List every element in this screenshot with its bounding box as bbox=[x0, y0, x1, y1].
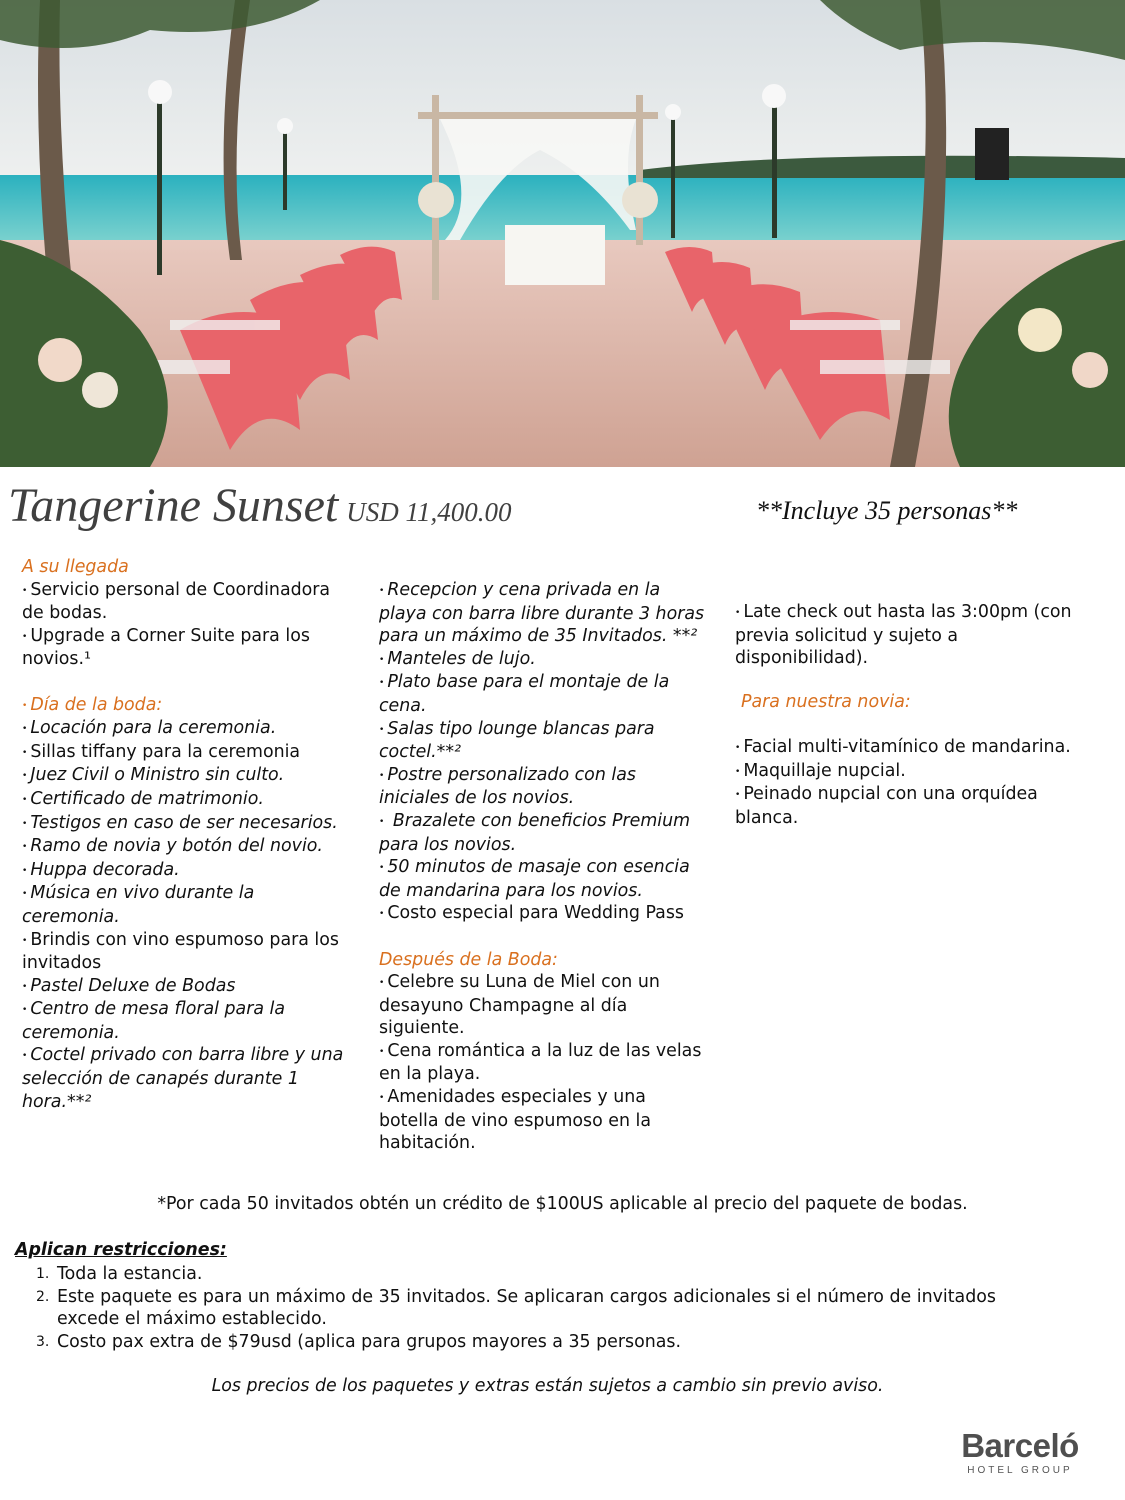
list-item: • Peinado nupcial con una orquídea blanca. bbox=[735, 784, 1038, 828]
list-item: • Ramo de novia y botón del novio. bbox=[22, 836, 323, 857]
heading-for-bride: Para nuestra novia: bbox=[741, 691, 911, 712]
column-checkout-bride bbox=[735, 601, 1075, 829]
list-item: • Centro de mesa floral para la ceremonia. bbox=[22, 999, 286, 1043]
list-item: • Amenidades especiales y una botella de vino espumoso en la habitación. bbox=[379, 1087, 651, 1154]
list-item: • Brindis con vino espumoso para los invitados bbox=[22, 929, 339, 974]
list-item: • 50 minutos de masaje con esencia de mandarina para los novios. bbox=[379, 857, 690, 901]
logo-subtitle: HOTEL GROUP bbox=[967, 1465, 1073, 1476]
logo-name: Barceló bbox=[961, 1427, 1079, 1464]
list-item: • Certificado de matrimonio. bbox=[22, 788, 264, 809]
list-item: • Música en vivo durante la ceremonia. bbox=[22, 883, 255, 927]
list-item: • Locación para la ceremonia. bbox=[22, 718, 277, 739]
list-item: • Costo especial para Wedding Pass bbox=[379, 903, 684, 924]
credit-note: *Por cada 50 invitados obtén un crédito de $100US aplicable al precio del paquete de bodas. bbox=[157, 1194, 968, 1214]
list-item: • Cena romántica a la luz de las velas en la playa. bbox=[379, 1040, 702, 1085]
list-item: • Postre personalizado con las iniciales de los novios. bbox=[379, 764, 636, 809]
restrictions-list bbox=[36, 1263, 1046, 1353]
list-item: • Sillas tiffany para la ceremonia bbox=[22, 741, 301, 762]
list-item: • Recepcion y cena privada en la playa con barra libre durante 3 horas para un máximo de 35 Invitados. **² bbox=[379, 580, 705, 647]
list-item: • Coctel privado con barra libre y una selección de canapés durante 1 hora.**² bbox=[22, 1045, 344, 1112]
list-item: • Plato base para el montaje de la cena. bbox=[379, 672, 670, 716]
package-title-line bbox=[8, 474, 511, 544]
restrictions-title: Aplican restricciones: bbox=[15, 1240, 227, 1260]
list-item: • Late check out hasta las 3:00pm (con previa solicitud y sujeto a disponibilidad). bbox=[735, 602, 1072, 669]
package-price: USD 11,400.00 bbox=[346, 497, 512, 527]
list-item: • Celebre su Luna de Miel con un desayuno Champagne al día siguiente. bbox=[379, 972, 660, 1039]
list-item: • Huppa decorada. bbox=[22, 859, 180, 880]
heading-wedding-day: • Día de la boda: bbox=[22, 694, 163, 715]
list-item: • Pastel Deluxe de Bodas bbox=[22, 975, 236, 996]
list-item: • Maquillaje nupcial. bbox=[735, 760, 906, 781]
hero-photo bbox=[0, 0, 1125, 467]
package-title: Tangerine Sunset bbox=[8, 479, 339, 532]
list-item: • Testigos en caso de ser necesarios. bbox=[22, 812, 338, 833]
heading-after-wedding: Después de la Boda: bbox=[379, 949, 558, 970]
list-item: • Servicio personal de Coordinadora de bodas. bbox=[22, 579, 331, 624]
list-item: • Manteles de lujo. bbox=[379, 648, 536, 669]
includes-people: **Incluye 35 personas** bbox=[756, 496, 1018, 525]
list-item: • Salas tipo lounge blancas para coctel.**² bbox=[379, 718, 655, 763]
list-item: 3. Costo pax extra de $79usd (aplica para grupos mayores a 35 personas. bbox=[36, 1331, 681, 1352]
price-disclaimer: Los precios de los paquetes y extras están sujetos a cambio sin previo aviso. bbox=[211, 1376, 884, 1396]
list-item: 2. Este paquete es para un máximo de 35 invitados. Se aplicaran cargos adicionales si el número de invitados excede el máximo establecido. bbox=[36, 1286, 996, 1330]
list-item: • Facial multi-vitamínico de mandarina. bbox=[735, 736, 1071, 757]
barcelo-logo bbox=[950, 1427, 1090, 1476]
column-arrival-wedding-day bbox=[22, 556, 352, 1113]
heading-arrival: A su llegada bbox=[22, 557, 129, 577]
list-item: • Juez Civil o Ministro sin culto. bbox=[22, 765, 285, 786]
list-item: • Upgrade a Corner Suite para los novios.¹ bbox=[22, 625, 310, 670]
list-item: 1. Toda la estancia. bbox=[36, 1264, 203, 1284]
list-item: • Brazalete con beneficios Premium para los novios. bbox=[379, 810, 691, 855]
column-reception-after bbox=[379, 579, 709, 1155]
